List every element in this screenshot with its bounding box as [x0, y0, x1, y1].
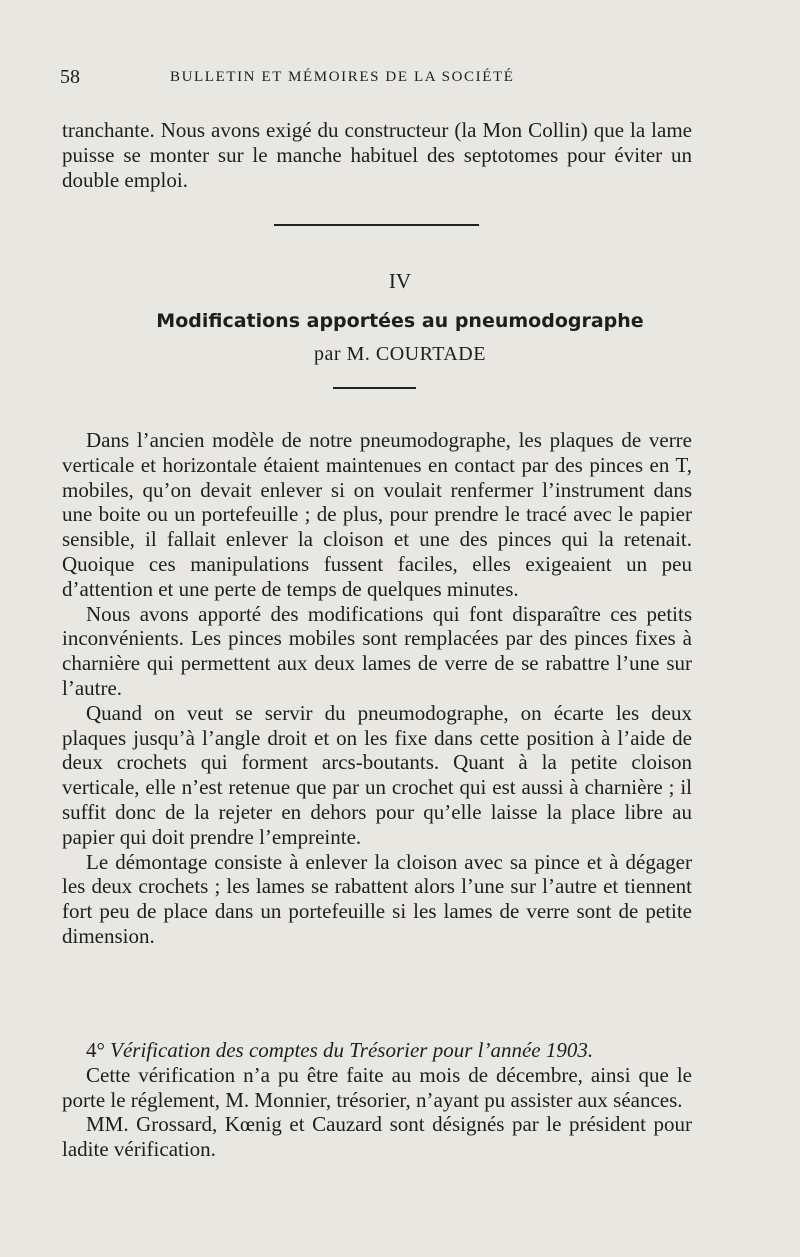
continuation-block	[62, 118, 692, 192]
item4-block	[62, 1038, 692, 1162]
page-header	[60, 66, 688, 92]
item4-heading	[62, 1038, 692, 1063]
body-paragraph-1: Dans l’ancien modèle de notre pneumodographe, les plaques de verre verticale et horizontale étaient maintenues en contact par des pinces en T, mobiles, qu’on devait enlever si on voulait renfermer l’instrument dans une boite ou un portefeuille ; de plus, pour prendre le tracé avec le papier sensible, il fallait enlever la cloison et une des pinces qui la retenait. Quoique ces manipulations fussent faciles, elles exigeaient un peu d’attention et une perte de temps de quelques minutes.	[62, 428, 692, 601]
section-byline: par M. COURTADE	[314, 343, 486, 365]
running-title: BULLETIN ET MÉMOIRES DE LA SOCIÉTÉ	[170, 69, 515, 85]
item4-heading-text: Vérification des comptes du Trésorier pour l’année 1903.	[110, 1038, 594, 1062]
body-paragraph-2: Nous avons apporté des modifications qui font disparaître ces petits inconvénients. Les pinces mobiles sont remplacées par des pinces fixes à charnière qui permettent aux deux lames de verre de se rabattre l’une sur l’autre.	[62, 601, 692, 700]
section-title: Modifications apportées au pneumodographe	[156, 310, 644, 332]
article-body	[62, 428, 692, 949]
body-paragraph-3: Quand on veut se servir du pneumodographe, on écarte les deux plaques jusqu’à l’angle droit et on les fixe dans cette position à l’aide de deux crochets qui forment arcs-boutants. Quant à la petite cloison verticale, elle n’est retenue que par un crochet qui est aussi à charnière ; il suffit donc de la rejeter en dehors pour qu’elle laisse la place libre au papier qui doit prendre l’empreinte.	[62, 700, 692, 849]
body-paragraph-4: Le démontage consiste à enlever la cloison avec sa pince et à dégager les deux crochets ; les lames se rabattent alors l’une sur l’autre et tiennent fort peu de place dans un portefeuille si les lames de verre sont de petite dimension.	[62, 849, 692, 948]
continuation-paragraph: tranchante. Nous avons exigé du constructeur (la Mon Collin) que la lame puisse se monter sur le manche habituel des septotomes pour éviter un double emploi.	[62, 118, 692, 192]
item4-paragraph-2: MM. Grossard, Kœnig et Cauzard sont désignés par le président pour ladite vérification.	[62, 1112, 692, 1162]
byline-rule	[333, 387, 416, 389]
page-number: 58	[60, 66, 80, 88]
item4-paragraph-1: Cette vérification n’a pu être faite au mois de décembre, ainsi que le porte le réglement, M. Monnier, trésorier, n’ayant pu assister aux séances.	[62, 1062, 692, 1112]
section-number: IV	[388, 269, 412, 293]
section-separator-rule	[274, 224, 479, 226]
item4-number: 4°	[86, 1038, 105, 1062]
